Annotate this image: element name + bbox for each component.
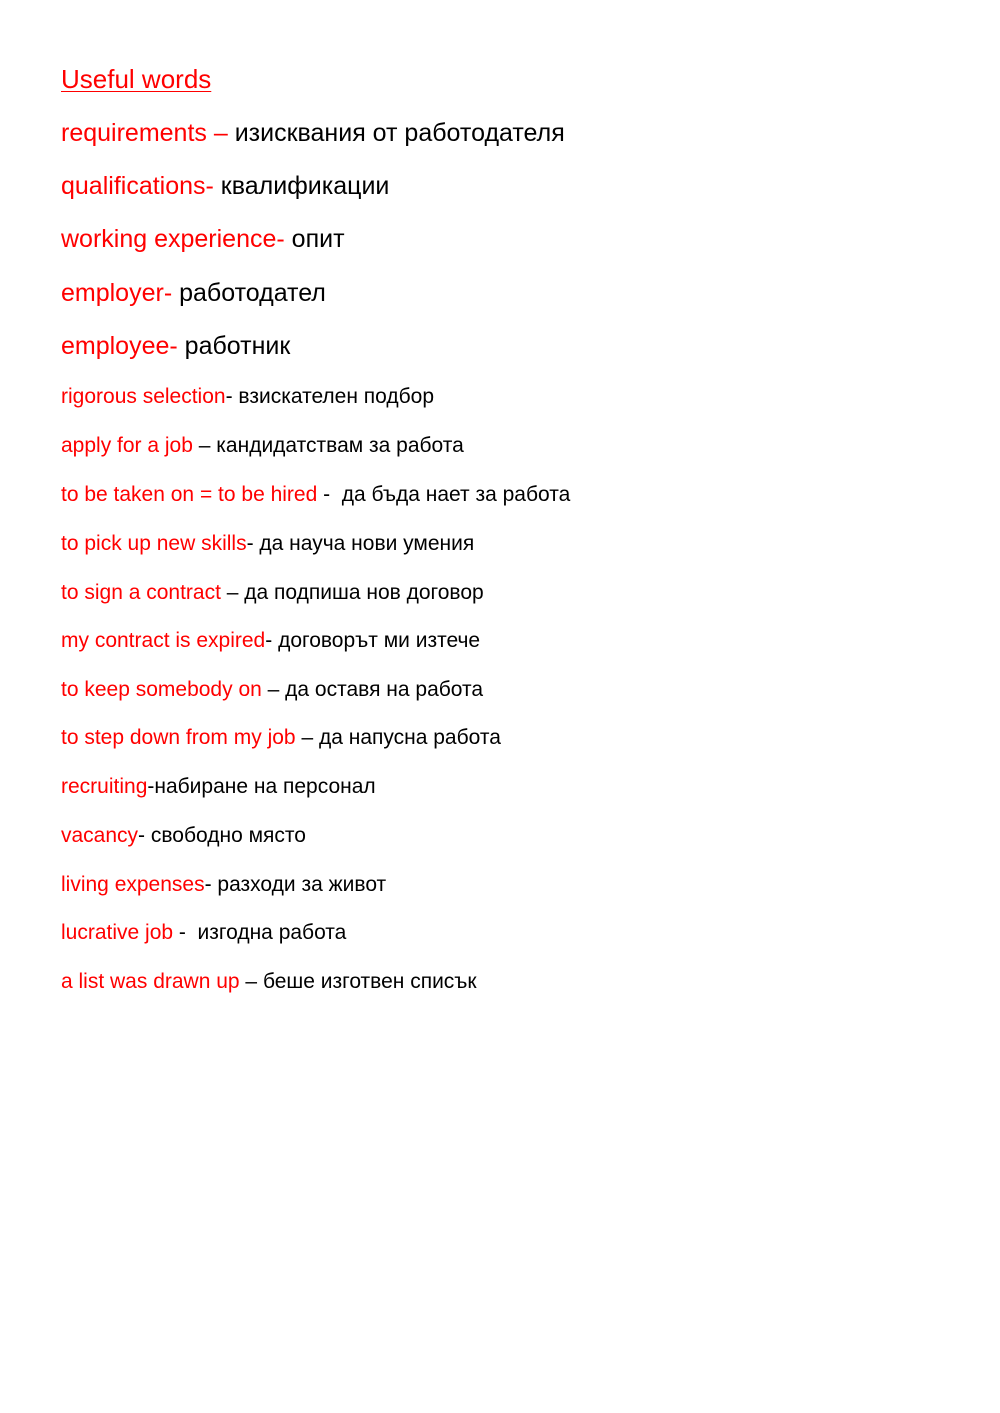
vocab-definition: - свободно място — [138, 824, 306, 847]
vocab-term: employer- — [61, 279, 173, 307]
vocab-entry — [61, 579, 484, 607]
vocab-entry — [61, 432, 464, 460]
vocab-term: my contract is expired — [61, 629, 266, 652]
vocab-term: employee- — [61, 332, 178, 360]
vocab-term: to be taken on = to be hired — [61, 483, 318, 506]
vocab-definition: – да подпиша нов договор — [220, 581, 484, 604]
vocab-definition: - взискателен подбор — [225, 385, 435, 408]
vocab-term: to sign a contract — [61, 581, 221, 604]
vocab-term: rigorous selection — [61, 385, 226, 408]
vocab-entry — [61, 223, 345, 255]
vocab-term: qualifications- — [61, 172, 214, 200]
vocab-entry — [61, 383, 434, 411]
vocab-definition: -набиране на персонал — [147, 775, 376, 798]
vocab-term: to keep somebody on — [61, 678, 262, 701]
vocab-entry — [61, 530, 474, 558]
vocab-term: to pick up new skills — [61, 532, 247, 555]
vocab-term: living expenses — [61, 873, 205, 896]
vocab-entry — [61, 871, 386, 899]
vocab-definition: - да бъда нает за работа — [317, 483, 571, 506]
vocab-definition: – беше изготвен списък — [239, 970, 477, 993]
vocab-definition: опит — [284, 225, 345, 253]
vocab-term: apply for a job — [61, 434, 193, 457]
vocab-entry — [61, 724, 501, 752]
vocab-definition: - разходи за живот — [204, 873, 387, 896]
vocab-entry — [61, 277, 326, 309]
vocab-term: working experience- — [61, 225, 285, 253]
vocab-entry — [61, 822, 306, 850]
vocab-definition: – да оставя на работа — [261, 678, 484, 701]
vocab-entry — [61, 627, 480, 655]
vocab-term: lucrative job — [61, 921, 174, 944]
vocab-definition: работник — [177, 332, 291, 360]
vocab-entry — [61, 117, 565, 149]
page-title: Useful words — [61, 64, 212, 94]
vocab-term: recruiting — [61, 775, 148, 798]
vocab-term: a list was drawn up — [61, 970, 240, 993]
vocab-definition: - договорът ми изтече — [265, 629, 481, 652]
vocab-term: vacancy — [61, 824, 139, 847]
vocab-definition: – да напусна работа — [295, 726, 501, 749]
vocab-definition: - изгодна работа — [173, 921, 347, 944]
vocab-definition: - да науча нови умения — [246, 532, 475, 555]
vocab-definition: квалификации — [213, 172, 390, 200]
vocab-entry — [61, 773, 376, 801]
vocab-entry — [61, 330, 290, 362]
vocab-definition: работодател — [172, 279, 326, 307]
vocab-term: requirements – — [61, 119, 228, 147]
vocab-entry — [61, 968, 477, 996]
vocab-entry — [61, 676, 483, 704]
vocab-definition: изисквания от работодателя — [227, 119, 565, 147]
vocab-term: to step down from my job — [61, 726, 296, 749]
vocab-entry — [61, 919, 346, 947]
vocab-definition: – кандидатствам за работа — [192, 434, 464, 457]
vocab-entry — [61, 481, 570, 509]
vocab-entry — [61, 170, 389, 202]
